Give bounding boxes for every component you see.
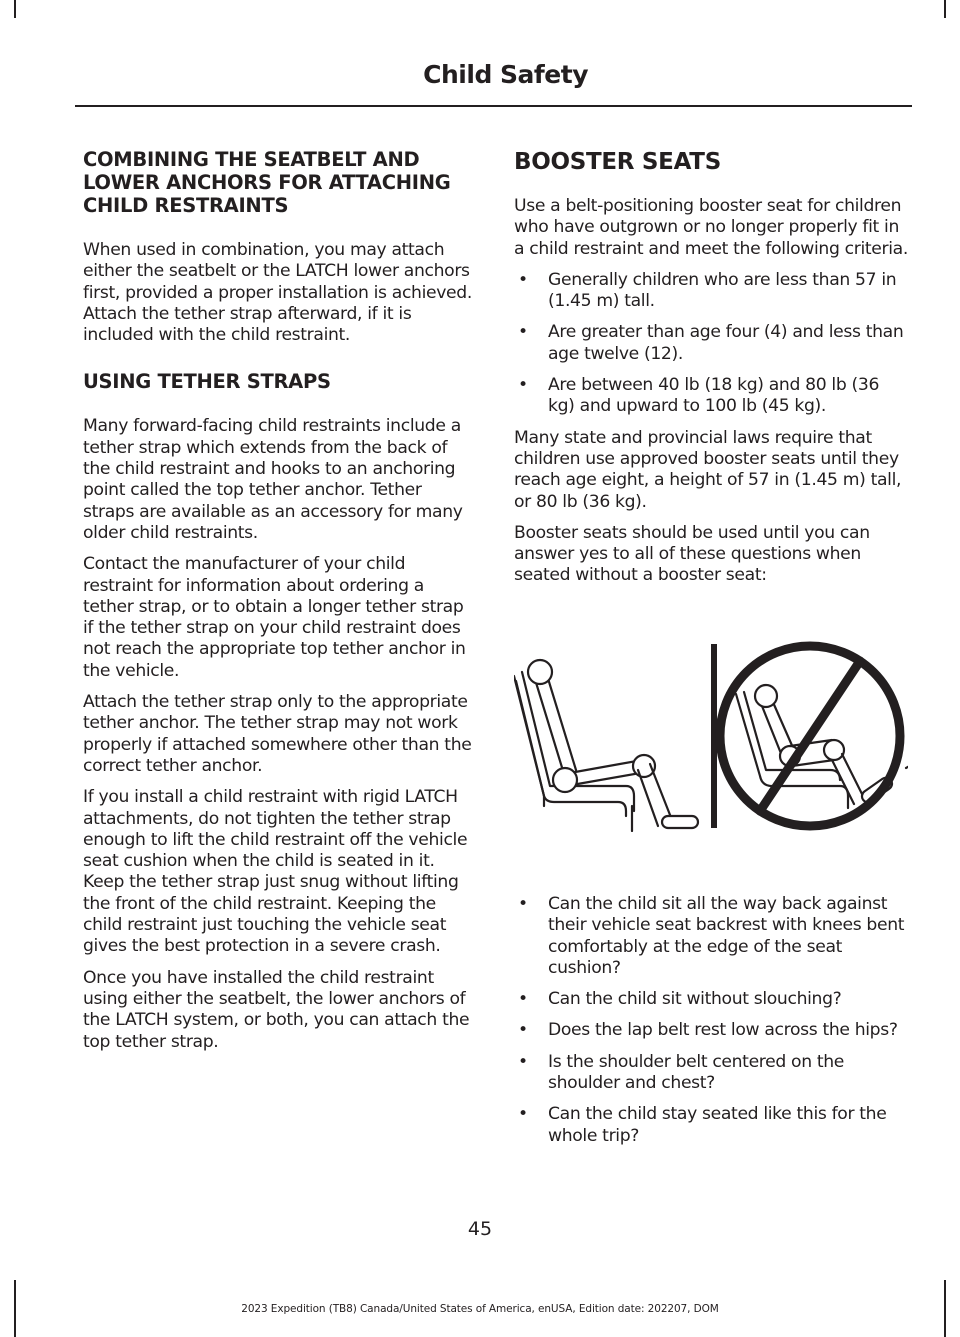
correct-posture-figure: [514, 660, 698, 831]
list-item-text: Is the shoulder belt centered on the shoulder and chest?: [548, 1051, 845, 1094]
crop-mark-top-left: [14, 0, 16, 18]
heading-booster-seats: BOOSTER SEATS: [514, 149, 721, 175]
questions-list: [514, 894, 908, 1147]
list-item-text: Are greater than age four (4) and less than age twelve (12).: [548, 322, 904, 364]
bullet-icon: •: [518, 322, 528, 343]
list-item-text: Generally children who are less than 57 in (1.45 m) tall.: [548, 269, 897, 312]
paragraph-rigid-latch: If you install a child restraint with rigid LATCH attachments, do not tighten the tether strap enough to lift the child restraint off the vehicle seat cushion when the child is seated in it. Keep the tether strap just snug without lifting the front of the child restraint. Keeping the child restraint just touching the vehicle seat gives the best protection in a severe crash.: [83, 787, 468, 957]
crop-mark-top-right: [944, 0, 946, 18]
criteria-list: [514, 270, 908, 418]
list-item-text: Can the child sit all the way back against their vehicle seat backrest with knees bent comfortably at the edge of the seat cushion?: [548, 894, 905, 978]
paragraph-installed: Once you have installed the child restraint using either the seatbelt, the lower anchors of the LATCH system, or both, you can attach the top tether strap.: [83, 967, 470, 1052]
list-item-text: Can the child sit without slouching?: [548, 989, 842, 1010]
list-item: [514, 270, 908, 313]
paragraph-tether-intro: Many forward-facing child restraints include a tether strap which extends from the back of the child restraint and hooks to an anchoring point called the top tether anchor. Tether straps are available as an accessory for many older child restraints.: [83, 416, 463, 543]
list-item: [514, 375, 908, 418]
list-item: [514, 1104, 908, 1147]
list-item-text: Are between 40 lb (18 kg) and 80 lb (36 kg) and upward to 100 lb (45 kg).: [548, 375, 880, 417]
bullet-icon: •: [518, 269, 528, 290]
paragraph-questions-intro: Booster seats should be used until you can answer yes to all of these questions when seated without a booster seat:: [514, 522, 870, 586]
left-column: [83, 148, 475, 1053]
seating-posture-diagram: [514, 636, 908, 832]
list-item-text: Does the lap belt rest low across the hips?: [548, 1020, 898, 1041]
list-item: [514, 322, 908, 365]
section-title: Child Safety: [423, 60, 588, 89]
list-item: [514, 894, 908, 979]
bullet-icon: •: [518, 1104, 528, 1125]
page-number: 45: [467, 1218, 493, 1240]
bullet-icon: •: [518, 989, 528, 1010]
bullet-icon: •: [518, 1020, 528, 1041]
list-item: [514, 1052, 908, 1095]
paragraph-laws: Many state and provincial laws require that children use approved booster seats until they reach age eight, a height of 57 in (1.45 m) tall, or 80 lb (36 kg).: [514, 427, 902, 512]
booster-seat-illustration: [514, 636, 908, 832]
paragraph-attach-tether: Attach the tether strap only to the appropriate tether anchor. The tether strap may not work properly if attached somewhere other than the correct tether anchor.: [83, 692, 472, 776]
right-column: [514, 148, 908, 1146]
heading-tether-straps: USING TETHER STRAPS: [83, 370, 331, 394]
paragraph-contact-manufacturer: Contact the manufacturer of your child restraint for information about ordering a tether strap, or to obtain a longer tether strap if the tether strap on your child restraint does not reach the appropriate top tether anchor in the vehicle.: [83, 554, 466, 681]
bullet-icon: •: [518, 1051, 528, 1072]
list-item: [514, 989, 908, 1010]
header-divider: [75, 105, 912, 107]
paragraph-combination: When used in combination, you may attach either the seatbelt or the LATCH lower anchors first, provided a proper installation is achieved. Attach the tether strap afterward, if it is included with the child restraint.: [83, 240, 472, 346]
list-item-text: Can the child stay seated like this for the whole trip?: [548, 1104, 887, 1146]
bullet-icon: •: [518, 894, 528, 914]
list-item: [514, 1020, 908, 1041]
footer-edition-info: 2023 Expedition (TB8) Canada/United States of America, enUSA, Edition date: 202207, DOM: [241, 1303, 719, 1315]
heading-combining-seatbelt: COMBINING THE SEATBELT AND LOWER ANCHORS FOR ATTACHING CHILD RESTRAINTS: [83, 148, 451, 217]
bullet-icon: •: [518, 375, 528, 396]
paragraph-booster-intro: Use a belt-positioning booster seat for children who have outgrown or no longer properly fit in a child restraint and meet the following criteria.: [514, 196, 908, 259]
